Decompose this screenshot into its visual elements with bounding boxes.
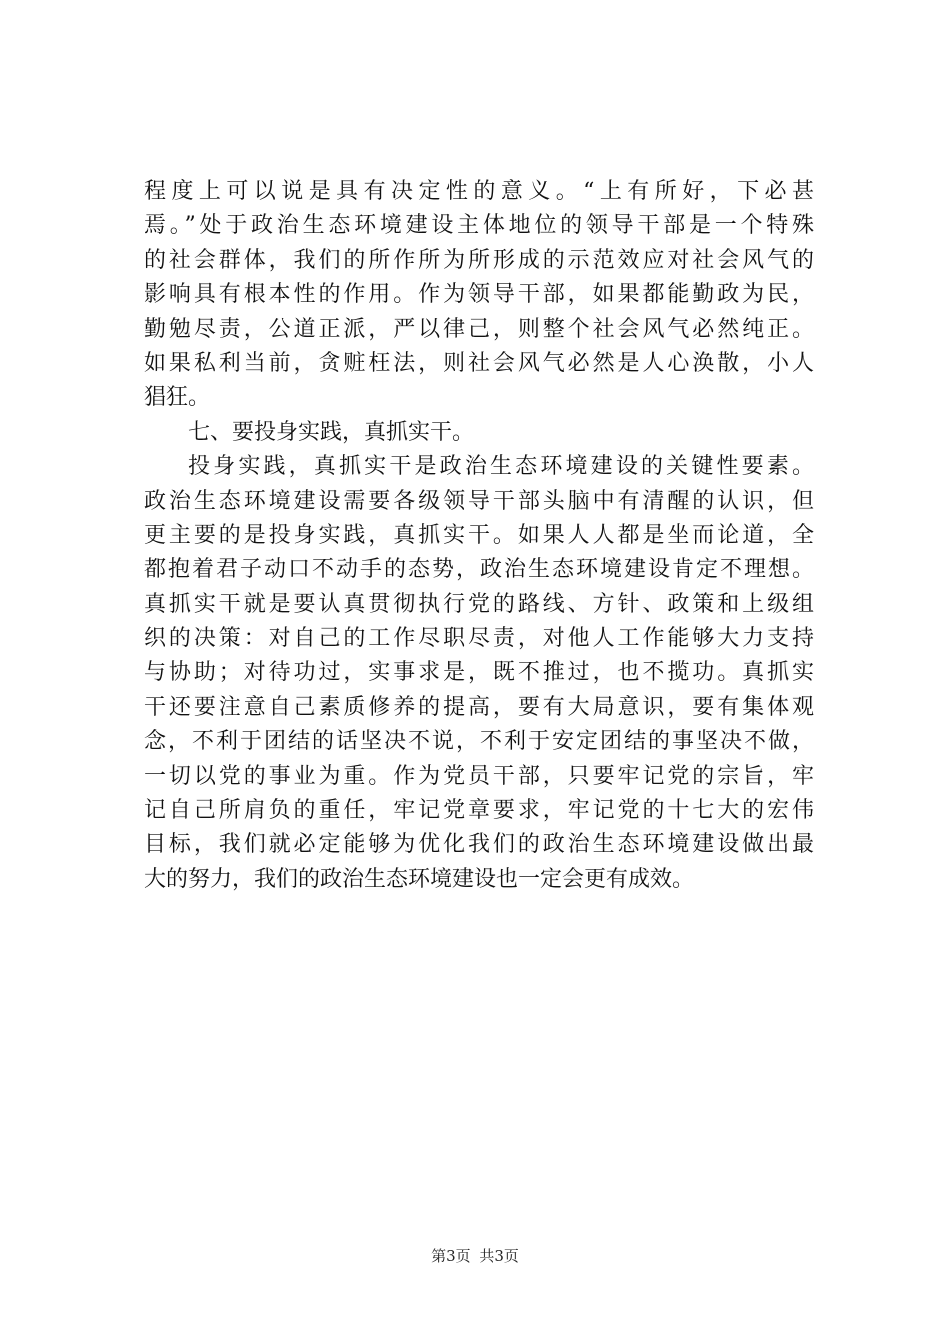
text-line: 猖狂。 (144, 385, 211, 411)
text-line: 如果私利当前，贪赃枉法，则社会风气必然是人心涣散，小人 (144, 350, 814, 376)
text-line: 的社会群体，我们的所作所为所形成的示范效应对社会风气的 (144, 247, 814, 273)
text-line: 织的决策：对自己的工作尽职尽责，对他人工作能够大力支持 (144, 626, 814, 652)
section-heading: 七、要投身实践，真抓实干。 (188, 419, 475, 445)
text-line: 都抱着君子动口不动手的态势，政治生态环境建设肯定不理想。 (144, 557, 814, 583)
text-line: 干还要注意自己素质修养的提高，要有大局意识，要有集体观 (144, 694, 814, 720)
text-line: 目标，我们就必定能够为优化我们的政治生态环境建设做出最 (144, 832, 814, 858)
text-line: 真抓实干就是要认真贯彻执行党的路线、方针、政策和上级组 (144, 591, 814, 617)
text-line: 更主要的是投身实践，真抓实干。如果人人都是坐而论道，全 (144, 522, 814, 548)
document-body (144, 175, 814, 897)
page-number: 第3页 (431, 1247, 471, 1265)
text-line: 一切以党的事业为重。作为党员干部，只要牢记党的宗旨，牢 (144, 763, 814, 789)
paragraph-first-line: 投身实践，真抓实干是政治生态环境建设的关键性要素。 (188, 454, 814, 480)
text-line: 与协助；对待功过，实事求是，既不推过，也不揽功。真抓实 (144, 660, 814, 686)
text-line: 勤勉尽责，公道正派，严以律己，则整个社会风气必然纯正。 (144, 316, 814, 342)
text-line: 政治生态环境建设需要各级领导干部头脑中有清醒的认识，但 (144, 488, 814, 514)
page-footer (0, 1245, 950, 1266)
text-line: 焉。”处于政治生态环境建设主体地位的领导干部是一个特殊 (144, 213, 814, 239)
text-line: 程度上可以说是具有决定性的意义。“上有所好，下必甚 (144, 179, 814, 204)
page-total: 共3页 (479, 1247, 519, 1265)
text-line: 影响具有根本性的作用。作为领导干部，如果都能勤政为民， (144, 282, 814, 308)
text-line: 念，不利于团结的话坚决不说，不利于安定团结的事坚决不做， (144, 729, 814, 755)
text-line: 大的努力，我们的政治生态环境建设也一定会更有成效。 (144, 866, 695, 892)
text-line: 记自己所肩负的重任，牢记党章要求，牢记党的十七大的宏伟 (144, 798, 814, 824)
